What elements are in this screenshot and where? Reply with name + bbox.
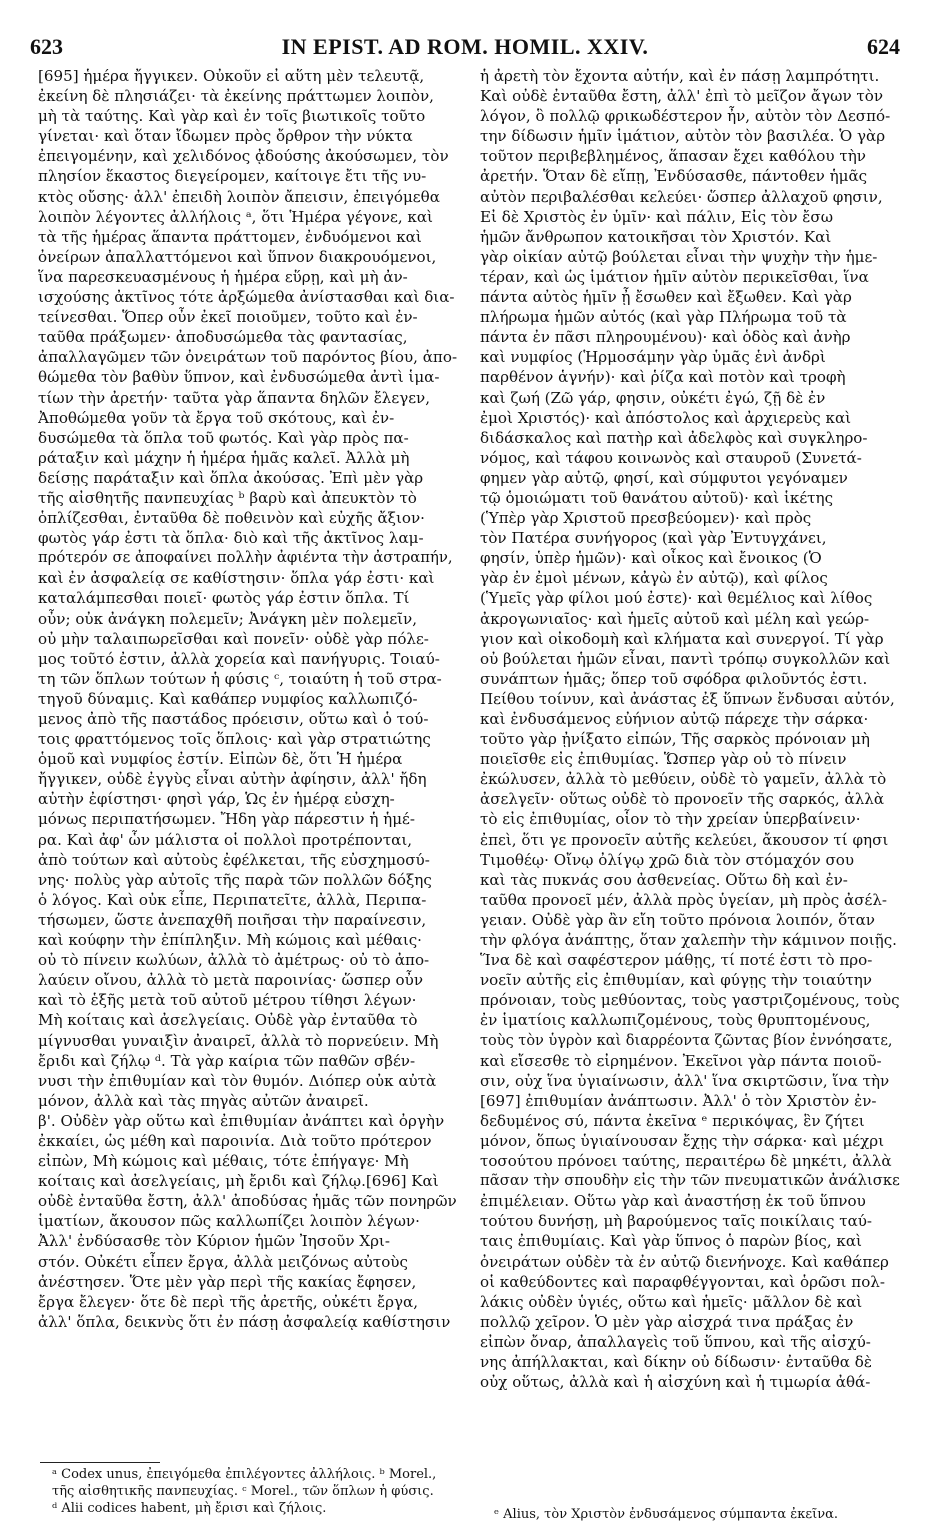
text-line: (Ὑμεῖς γὰρ φίλοι μού ἐστε)· καὶ θεμέλιος καὶ λίθος bbox=[480, 589, 873, 608]
text-line: ἀπαλλαγῶμεν τῶν ὀνειράτων τοῦ παρόντος βίου, ἀπο- bbox=[38, 348, 458, 367]
text-line: [695] ἡμέρα ἤγγικεν. Οὐκοῦν εἰ αὕτη μὲν τελευτᾷ, bbox=[38, 67, 425, 85]
text-line: καὶ ἐνδυσάμενος εὐήνιον αὐτῷ πάρεχε τὴν σάρκα· bbox=[480, 710, 869, 728]
text-line: μος τοῦτό ἐστιν, ἀλλὰ χορεία καὶ πανήγυρις. Τοιαύ- bbox=[38, 649, 440, 668]
text-line: καταλάμπεσθαι ποιεῖ· φωτὸς γάρ ἐστιν ὅπλα. Τί bbox=[38, 589, 410, 608]
text-line: ἀνέστησεν. Ὅτε μὲν γὰρ περὶ τῆς κακίας ἔφησεν, bbox=[38, 1272, 417, 1291]
text-line: καὶ τὰς πυκνάς σου ἀσθενείας. Οὕτω δὴ καὶ ἐν- bbox=[480, 870, 848, 889]
text-line: γὰρ οἰκίαν αὐτῷ βούλεται εἶναι τὴν ψυχὴν τὴν ἡμε- bbox=[480, 247, 878, 266]
text-line: γίνεται· καὶ ὅταν ἴδωμεν πρὸς ὄρθρον τὴν νύκτα bbox=[38, 127, 413, 146]
footnotes-left bbox=[52, 1466, 472, 1517]
running-title: IN EPIST. AD ROM. HOMIL. XXIV. bbox=[281, 34, 649, 59]
text-line: πρόνοιαν, τοὺς μεθύοντας, τοὺς γαστριζομένους, τοὺς bbox=[480, 991, 900, 1010]
text-line: τήσωμεν, ὥστε ἀνεπαχθῆ ποιῆσαι τὴν παραίνεσιν, bbox=[38, 910, 427, 929]
text-line: ρα. Καὶ ἀφ' ὧν μάλιστα οἱ πολλοὶ προτρέπονται, bbox=[38, 830, 413, 849]
text-line: οὐ βούλεται ἡμῶν εἶναι, παντὶ τρόπῳ συγκολλῶν καὶ bbox=[480, 649, 891, 668]
right-column bbox=[480, 66, 900, 1392]
text-line: ποιεῖσθε εἰς ἐπιθυμίας. Ὥσπερ γὰρ οὐ τὸ πίνειν bbox=[480, 750, 847, 769]
text-line: τῆς αἰσθητῆς πανπευχίας ᵇ βαρὺ καὶ ἀπευκτὸν τὸ bbox=[38, 488, 417, 507]
running-header bbox=[30, 34, 900, 58]
text-line: καὶ νυμφίος (Ἡρμοσάμην γὰρ ὑμᾶς ἑνὶ ἀνδρὶ bbox=[480, 348, 826, 367]
text-line: ταῦθα προνοεῖ μέν, ἀλλὰ πρὸς ὑγείαν, μὴ πρὸς ἀσέλ- bbox=[480, 890, 887, 909]
text-line: ἐν ἱματίοις καλλωπιζομένους, τοὺς θρυπτομένους, bbox=[480, 1011, 871, 1030]
text-line: μόνον, ἀλλὰ καὶ τὰς πηγὰς αὐτῶν ἀναιρεῖ. bbox=[38, 1091, 369, 1110]
text-line: τοῦτον περιβεβλημένος, ἅπασαν ἔχει καθόλου τὴν bbox=[480, 147, 866, 166]
text-line: καὶ τὸ ἑξῆς μετὰ τοῦ αὐτοῦ μέτρου τίθησι λέγων· bbox=[38, 991, 417, 1010]
text-line: ισχούσης ἀκτῖνος τότε ἀρξώμεθα ἀνίστασθαι καὶ δια- bbox=[38, 288, 455, 307]
text-line: πάντα ἐν πᾶσι πληρουμένου)· καὶ ὁδὸς καὶ ἀνὴρ bbox=[480, 328, 851, 347]
text-line: γὰρ ἐν ἐμοὶ μένων, κἀγὼ ἐν αὐτῷ), καὶ φίλος bbox=[480, 569, 828, 588]
text-line: ἀπὸ τούτων καὶ αὐτοὺς ἐφέλκεται, τῆς εὐσχημοσύ- bbox=[38, 850, 430, 869]
text-line: νης· πολὺς γὰρ αὐτοῖς τῆς παρὰ τῶν πολλῶν δόξης bbox=[38, 870, 432, 889]
text-line: τὸν Πατέρα συνήγορος (καὶ γὰρ Ἐντυγχάνει, bbox=[480, 529, 827, 548]
text-line: στόν. Οὐκέτι εἶπεν ἔργα, ἀλλὰ μειζόνως αὐτοὺς bbox=[38, 1252, 408, 1271]
text-line: εἰπὼν, Μὴ κώμοις καὶ μέθαις, τότε ἐπήγαγε· Μὴ bbox=[38, 1152, 409, 1171]
text-line: ἐκείνη δὲ πλησιάζει· τὰ ἐκείνης πράττωμεν λοιπὸν, bbox=[38, 87, 434, 106]
text-line: ὀνείρων ἀπαλλαττόμενοι καὶ ὕπνον διακρουόμενοι, bbox=[38, 247, 437, 266]
text-line: ἀλλ' ὅπλα, δεικνὺς ὅτι ἐν πάσῃ ἀσφαλείᾳ καθίστησιν bbox=[38, 1312, 451, 1331]
footnote-rule-left bbox=[40, 1462, 160, 1463]
text-line: β'. Οὐδὲν γὰρ οὕτω καὶ ἐπιθυμίαν ἀνάπτει καὶ ὀργὴν bbox=[38, 1111, 445, 1130]
text-line: τέραν, καὶ ὡς ἱμάτιον ἡμῖν αὐτὸν περικεῖσθαι, ἵνα bbox=[480, 267, 869, 286]
text-line: μίγνυσθαι γυναιξὶν ἀναιρεῖ, ἀλλὰ τὸ πορνεύειν. Μὴ bbox=[38, 1031, 439, 1050]
text-line: τοις φραττόμενος τοῖς ὅπλοις· καὶ γὰρ στρατιώτης bbox=[38, 730, 431, 749]
text-line: δείσῃς παράταξιν καὶ ὅπλα ἀκούσας. Ἐπὶ μὲν γὰρ bbox=[38, 468, 424, 487]
text-line: τὰ τῆς ἡμέρας ἅπαντα πράττομεν, ἐνδυόμενοι καὶ bbox=[38, 227, 422, 246]
text-line: ἀκρογωνιαῖος· καὶ ἡμεῖς αὐτοῦ καὶ μέλη καὶ γεώρ- bbox=[480, 609, 870, 628]
text-line: μόνως περιπατήσωμεν. Ἤδη γὰρ πάρεστιν ἡ ἡμέ- bbox=[38, 810, 415, 829]
text-line: φωτὸς γάρ ἐστι τὰ ὅπλα· διὸ καὶ τῆς ἀκτῖνος λαμ- bbox=[38, 529, 424, 548]
text-line: γιον καὶ οἰκοδομὴ καὶ κλήματα καὶ συνεργοί. Τί γὰρ bbox=[480, 629, 884, 648]
text-line: ὁ λόγος. Καὶ οὐκ εἶπε, Περιπατεῖτε, ἀλλὰ, Περιπα- bbox=[38, 890, 427, 909]
text-line: τοὺς τὸν ὑγρὸν καὶ διαρρέοντα ζῶντας βίον ἐννόησατε, bbox=[480, 1032, 893, 1049]
text-line: φησίν, ὑπὲρ ἡμῶν)· καὶ οἶκος καὶ ἔνοικος (Ὁ bbox=[480, 549, 822, 568]
text-line: Τιμοθέῳ· Οἴνῳ ὀλίγῳ χρῶ διὰ τὸν στόμαχόν σου bbox=[480, 850, 855, 869]
text-line: αὐτὴν ἐφίστησι· φησὶ γάρ, Ὡς ἐν ἡμέρᾳ εὐσχη- bbox=[38, 790, 395, 809]
text-line: λόγον, ὃ πολλῷ φρικωδέστερον ἦν, αὐτὸν τὸν Δεσπό- bbox=[480, 107, 891, 126]
footnote-line: ᵃ Codex unus, ἐπειγόμεθα ἐπιλέγοντες ἀλλήλοις. ᵇ Morel., bbox=[52, 1467, 437, 1482]
footnotes-right bbox=[494, 1506, 914, 1523]
text-line: εἰπὼν ὄναρ, ἀπαλλαγεὶς τοῦ ὕπνου, καὶ τῆς αἰσχύ- bbox=[480, 1332, 871, 1351]
text-line: λοιπὸν λέγοντες ἀλλήλοις ᵃ, ὅτι Ἡμέρα γέγονε, καὶ bbox=[38, 207, 433, 226]
text-line: τὸ εἰς ἐπιθυμίας, οἷον τὸ τὴν χρείαν ὑπερβαίνειν· bbox=[480, 810, 861, 829]
footnote-line: ᵈ Alii codices habent, μὴ ἔρισι καὶ ζήλοις. bbox=[52, 1501, 327, 1516]
text-line: καὶ εἴσεσθε τὸ εἰρημένον. Ἐκεῖνοι γὰρ πάντα ποιοῦ- bbox=[480, 1051, 882, 1070]
text-line: πρότερόν σε ἀποφαίνει πολλὴν ἀφιέντα τὴν ἀστραπήν, bbox=[38, 549, 453, 567]
text-line: ἐκώλυσεν, ἀλλὰ τὸ μεθύειν, οὐδὲ τὸ γαμεῖν, ἀλλὰ τὸ bbox=[480, 770, 887, 789]
text-line: οὐδὲ ἐνταῦθα ἔστη, ἀλλ' ἀποδύσας ἡμᾶς τῶν πονηρῶν bbox=[38, 1192, 457, 1211]
text-line: ταῦθα πράξωμεν· ἀποδυσώμεθα τὰς φαντασίας, bbox=[38, 328, 408, 347]
text-line: πάντα αὐτὸς ἡμῖν ᾖ ἔσωθεν καὶ ἔξωθεν. Καὶ γὰρ bbox=[480, 288, 852, 307]
text-line: καὶ ἐν ἀσφαλείᾳ σε καθίστησιν· ὅπλα γάρ ἐστι· καὶ bbox=[38, 569, 435, 588]
text-line: ἔργα ἔλεγεν· ὅτε δὲ περὶ τῆς ἀρετῆς, οὐκέτι ἔργα, bbox=[38, 1292, 418, 1311]
text-line: οὐ μὴν ταλαιπωρεῖσθαι καὶ πονεῖν· οὐδὲ γὰρ πόλε- bbox=[38, 629, 429, 648]
text-line: μόνον, ὅπως ὑγιαίνουσαν ἔχῃς τὴν σάρκα· καὶ μέχρι bbox=[480, 1131, 885, 1150]
page-number-right: 624 bbox=[867, 34, 900, 59]
text-line: ἐπειγομένην, καὶ χελιδόνος ᾀδούσης ἀκούσωμεν, τὸν bbox=[38, 147, 449, 166]
text-line: οὐ τὸ πίνειν κωλύων, ἀλλὰ τὸ ἀμέτρως· οὐ τὸ ἀπο- bbox=[38, 951, 430, 970]
text-line: τὴν φλόγα ἀνάπτῃς, ὅταν χαλεπὴν τὴν κάμινον ποιῇς. bbox=[480, 931, 897, 950]
text-line: τείνεσθαι. Ὅπερ οὖν ἐκεῖ ποιοῦμεν, τοῦτο καὶ ἐν- bbox=[38, 308, 418, 327]
text-line: οὐχ οὕτως, ἀλλὰ καὶ ἡ αἰσχύνη καὶ ἡ τιμωρία ἀθά- bbox=[480, 1373, 871, 1392]
text-line: Καὶ οὐδὲ ἐνταῦθα ἔστη, ἀλλ' ἐπὶ τὸ μεῖζον ἄγων τὸν bbox=[480, 87, 884, 106]
text-line: μὴ τὰ ταύτης. Καὶ γὰρ καὶ ἐν τοῖς βιωτικοῖς τοῦτο bbox=[38, 107, 426, 126]
text-line: φημεν γὰρ αὐτῷ, φησί, καὶ σύμφυτοι γεγόναμεν bbox=[480, 468, 848, 487]
text-line: λάκις οὐδὲν ὑγιές, οὕτω καὶ ἡμεῖς· μᾶλλον δὲ καὶ bbox=[480, 1292, 863, 1311]
text-line: Πείθου τοίνυν, καὶ ἀνάστας ἐξ ὕπνων ἔνδυσαι αὐτόν, bbox=[480, 689, 895, 708]
text-line: ὁπλίζεσθαι, ἐνταῦθα δὲ ποθεινὸν καὶ εὐχῆς ἄξιον· bbox=[38, 509, 425, 528]
text-line: μενος ἀπὸ τῆς παστάδος πρόεισιν, οὕτω καὶ ὁ τού- bbox=[38, 710, 429, 728]
text-line: παρθένον ἁγνήν)· καὶ ῥίζα καὶ ποτὸν καὶ τροφὴ bbox=[480, 368, 846, 387]
text-line: ράταξιν καὶ μάχην ἡ ἡμέρα ἡμᾶς καλεῖ. Ἀλλὰ μὴ bbox=[38, 448, 410, 467]
text-line: νης ἀπήλλακται, καὶ δίκην οὐ δίδωσιν· ἐνταῦθα δὲ bbox=[480, 1353, 872, 1371]
text-line: πολλῷ χεῖρον. Ὁ μὲν γὰρ αἰσχρά τινα πράξας ἐν bbox=[480, 1312, 854, 1331]
text-line: καὶ ζωή (Ζῶ γάρ, φησιν, οὐκέτι ἐγώ, ζῇ δὲ ἐν bbox=[480, 388, 826, 407]
text-line: τοῦτο γὰρ ᾐνίξατο εἰπών, Τῆς σαρκὸς πρόνοιαν μὴ bbox=[480, 730, 870, 749]
text-line: διδάσκαλος καὶ πατὴρ καὶ ἀδελφὸς καὶ συγκληρο- bbox=[480, 428, 868, 447]
text-line: αὐτὸν περιβαλέσθαι κελεύει· ὥσπερ ἀλλαχοῦ φησιν, bbox=[480, 187, 883, 206]
text-line: ταις ἐπιθυμίαις. Καὶ γὰρ ὕπνος ὁ παρὼν βίος, καὶ bbox=[480, 1232, 862, 1251]
text-line: Εἰ δὲ Χριστὸς ἐν ὑμῖν· καὶ πάλιν, Εἰς τὸν ἔσω bbox=[480, 207, 834, 226]
text-line: Ἀποθώμεθα γοῦν τὰ ἔργα τοῦ σκότους, καὶ ἐν- bbox=[38, 408, 395, 427]
text-line: ἀρετήν. Ὅταν δὲ εἴπῃ, Ἐνδύσασθε, πάντοθεν ἡμᾶς bbox=[480, 167, 868, 186]
text-line: ἐκκαίει, ὡς μέθη καὶ παροινία. Διὰ τοῦτο πρότερον bbox=[38, 1131, 432, 1150]
text-line: ἀσελγεῖν· οὕτως οὐδὲ τὸ προνοεῖν τῆς σαρκός, ἀλλὰ bbox=[480, 790, 885, 809]
text-line: Ἵνα δὲ καὶ σαφέστερον μάθῃς, τί ποτέ ἐστι τὸ προ- bbox=[480, 951, 873, 970]
text-line: καὶ κούφην τὴν ἐπίπληξιν. Μὴ κώμοις καὶ μέθαις· bbox=[38, 931, 422, 950]
text-line: τοσούτου πρόνοει ταύτης, περαιτέρω δὲ μηκέτι, ἀλλὰ bbox=[480, 1152, 892, 1171]
text-line: ἵνα παρεσκευασμένους ἡ ἡμέρα εὕρῃ, καὶ μὴ ἀν- bbox=[38, 267, 408, 286]
text-line: πλήρωμα ἡμῶν αὐτός (καὶ γὰρ Πλήρωμα τοῦ τὰ bbox=[480, 308, 847, 327]
text-line: τίων τὴν ἀρετήν· ταῦτα γὰρ ἅπαντα δηλῶν ἔλεγεν, bbox=[38, 388, 431, 407]
text-line: κτὸς οὔσης· ἀλλ' ἐπειδὴ λοιπὸν ἄπεισιν, ἐπειγόμεθα bbox=[38, 187, 440, 206]
text-line: Ἀλλ' ἐνδύσασθε τὸν Κύριον ἡμῶν Ἰησοῦν Χρι- bbox=[38, 1232, 390, 1251]
text-line: (Ὑπὲρ γὰρ Χριστοῦ πρεσβεύομεν)· καὶ πρὸς bbox=[480, 509, 812, 528]
text-line: πλησίον ἕκαστος διεγείρομεν, καίτοιγε ἔτι τῆς νυ- bbox=[38, 167, 427, 186]
text-line: την δίδωσιν ἡμῖν ἱμάτιον, αὐτὸν τὸν βασιλέα. Ὁ γὰρ bbox=[480, 127, 886, 146]
text-line: ἡμῶν ἄνθρωπον κατοικῆσαι τὸν Χριστόν. Καὶ bbox=[480, 227, 832, 246]
text-line: τη τῶν ὅπλων τούτων ἡ φύσις ᶜ, τοιαύτη ἡ τοῦ στρα- bbox=[38, 669, 442, 688]
text-line: νόμος, καὶ τάφου κοινωνὸς καὶ σταυροῦ (Συνετά- bbox=[480, 448, 862, 467]
text-line: νυσι τὴν ἐπιθυμίαν καὶ τὸν θυμόν. Διόπερ οὐκ αὐτὰ bbox=[38, 1071, 437, 1090]
text-line: ἡ ἀρετὴ τὸν ἔχοντα αὐτήν, καὶ ἐν πάσῃ λαμπρότητι. bbox=[480, 67, 880, 85]
page-number-left: 623 bbox=[30, 34, 63, 59]
text-line: ὀνειράτων οὐδὲν τὰ ἐν αὐτῷ διενήνοχε. Καὶ καθάπερ bbox=[480, 1252, 889, 1271]
text-line: ὁμοῦ καὶ νυμφίος ἐστίν. Εἰπὼν δὲ, ὅτι Ἡ ἡμέρα bbox=[38, 750, 403, 769]
text-line: συνάπτων ἡμᾶς; ὅπερ τοῦ σφόδρα φιλοῦντός ἐστι. bbox=[480, 669, 868, 688]
text-line: δεδυμένος σύ, πάντα ἐκεῖνα ᵉ περικόψας, ἓν ζήτει bbox=[480, 1111, 865, 1130]
text-line: οἱ καθεύδοντες καὶ παραφθέγγονται, καὶ ὁρῶσι πολ- bbox=[480, 1272, 885, 1291]
text-line: ἤγγικεν, οὐδὲ ἐγγὺς εἶναι αὐτὴν ἀφίησιν, ἀλλ' ἤδη bbox=[38, 770, 427, 789]
text-line: ἐπεὶ, ὅτι γε προνοεῖν αὐτῆς κελεύει, ἄκουσον τί φησι bbox=[480, 830, 889, 849]
text-line: πᾶσαν τὴν σπουδὴν εἰς τὴν τῶν πνευματικῶν ἀνάλισκε bbox=[480, 1172, 900, 1190]
text-line: τηγοῦ δύναμις. Καὶ καθάπερ νυμφίος καλλωπιζό- bbox=[38, 689, 418, 708]
text-line: γειαν. Οὐδὲ γὰρ ἂν εἴη τοῦτο πρόνοια λοιπόν, ὅταν bbox=[480, 910, 875, 929]
text-line: οὖν; οὐκ ἀνάγκη πολεμεῖν; Ἀνάγκη μὲν πολεμεῖν, bbox=[38, 609, 418, 628]
text-line: σιν, οὐχ ἵνα ὑγιαίνωσιν, ἀλλ' ἵνα σκιρτῶσιν, ἵνα τὴν bbox=[480, 1071, 890, 1090]
text-line: Μὴ κοίταις καὶ ἀσελγείαις. Οὐδὲ γὰρ ἐνταῦθα τὸ bbox=[38, 1011, 418, 1030]
text-line: νοεῖν αὐτῆς εἰς ἐπιθυμίαν, καὶ φύγῃς τὴν τοιαύτην bbox=[480, 971, 872, 990]
text-line: ἔριδι καὶ ζήλῳ ᵈ. Τὰ γὰρ καίρια τῶν παθῶν σβέν- bbox=[38, 1051, 416, 1070]
text-line: δυσώμεθα τὰ ὅπλα τοῦ φωτός. Καὶ γὰρ πρὸς πα- bbox=[38, 428, 409, 447]
text-line: ἱματίων, ἄκουσον πῶς καλλωπίζει λοιπὸν λέγων· bbox=[38, 1212, 420, 1231]
text-line: κοίταις καὶ ἀσελγείαις, μὴ ἔριδι καὶ ζήλῳ.[696] Καὶ bbox=[38, 1172, 439, 1191]
text-line: θώμεθα τὸν βαθὺν ὕπνον, καὶ ἐνδυσώμεθα ἀντὶ ἱμα- bbox=[38, 368, 440, 387]
text-line: λαύειν οἴνου, ἀλλὰ τὸ μετὰ παροινίας· ὥσπερ οὖν bbox=[38, 971, 423, 990]
text-line: τούτου δυνήσῃ, μὴ βαρούμενος ταῖς ποικίλαις ταύ- bbox=[480, 1212, 873, 1231]
text-line: [697] ἐπιθυμίαν ἀνάπτωσιν. Ἀλλ' ὁ τὸν Χριστὸν ἐν- bbox=[480, 1091, 877, 1110]
footnote-line: τῆς αἰσθητικῆς πανπευχίας. ᶜ Morel., τῶν ὅπλων ἡ φύσις. bbox=[52, 1484, 434, 1499]
footnote-line: ᵉ Alius, τὸν Χριστὸν ἐνδυσάμενος σύμπαντα ἐκεῖνα. bbox=[494, 1507, 839, 1522]
text-line: τῷ ὁμοιώματι τοῦ θανάτου αὐτοῦ)· καὶ ἱκέτης bbox=[480, 488, 834, 507]
left-column bbox=[38, 66, 458, 1332]
text-line: ἐπιμέλειαν. Οὕτω γὰρ καὶ ἀναστήσῃ ἐκ τοῦ ὕπνου bbox=[480, 1192, 866, 1211]
text-line: ἐμοὶ Χριστός)· καὶ ἀπόστολος καὶ ἀρχιερεὺς καὶ bbox=[480, 408, 852, 427]
